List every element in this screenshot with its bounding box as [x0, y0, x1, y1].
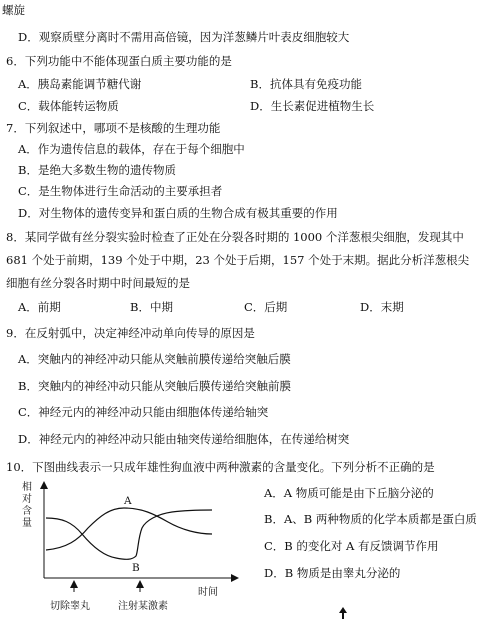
question-6-option-b: B．抗体具有免疫功能: [250, 77, 362, 91]
question-10-stem: 10．下图曲线表示一只成年雄性狗血液中两种激素的含量变化。下列分析不正确的是: [6, 460, 435, 474]
question-7-option-b: B．是绝大多数生物的遗传物质: [18, 163, 176, 177]
question-8-stem-line-1: 8．某同学做有丝分裂实验时检查了正处在分裂各时期的 1000 个洋葱根尖细胞，发现其中: [6, 230, 464, 244]
question-10-option-a: A．A 物质可能是由下丘脑分泌的: [264, 486, 434, 500]
question-10-option-c: C．B 的变化对 A 有反馈调节作用: [264, 539, 439, 553]
curve-a-label: A: [124, 495, 132, 507]
question-8-stem-line-2: 681 个处于前期，139 个处于中期，23 个处于后期，157 个处于末期。据此分析洋葱根尖: [6, 253, 470, 267]
question-6-option-c: C．载体能转运物质: [18, 99, 119, 113]
y-axis-label-char-2: 对: [22, 494, 32, 505]
previous-question-option-d: D．观察质壁分离时不需用高倍镜，因为洋葱鳞片叶表皮细胞较大: [18, 30, 350, 44]
y-axis-label-char-4: 量: [22, 518, 32, 529]
question-6-option-d: D．生长素促进植物生长: [250, 99, 375, 113]
question-7-option-c: C．是生物体进行生命活动的主要承担者: [18, 184, 223, 198]
y-axis-label-char-1: 相: [22, 482, 32, 493]
question-8-option-d: D．末期: [360, 300, 404, 314]
top-fragment: 螺旋: [2, 3, 25, 17]
question-10-option-b: B．A、B 两种物质的化学本质都是蛋白质: [264, 512, 477, 526]
hormone-curve-figure: [12, 478, 252, 616]
question-9-option-b: B．突触内的神经冲动只能从突触后膜传递给突触前膜: [18, 379, 291, 393]
question-8-option-a: A．前期: [18, 300, 61, 314]
event-1-label: 切除睾丸: [50, 601, 90, 612]
question-6-stem: 6．下列功能中不能体现蛋白质主要功能的是: [6, 54, 232, 68]
x-axis-label: 时间: [198, 587, 218, 598]
question-7-stem: 7．下列叙述中，哪项不是核酸的生理功能: [6, 121, 221, 135]
question-8-option-b: B．中期: [130, 300, 173, 314]
question-9-option-a: A．突触内的神经冲动只能从突触前膜传递给突触后膜: [18, 352, 291, 366]
question-7-option-d: D．对生物体的遗传变异和蛋白质的生物合成有极其重要的作用: [18, 206, 338, 220]
y-axis-label-char-3: 含: [22, 506, 32, 517]
event-2-label: 注射某激素: [118, 601, 168, 612]
curve-b: [46, 510, 212, 559]
question-9-option-c: C．神经元内的神经冲动只能由细胞体传递给轴突: [18, 405, 269, 419]
question-9-option-d: D．神经元内的神经冲动只能由轴突传递给细胞体，在传递给树突: [18, 432, 350, 446]
question-6-option-a: A．胰岛素能调节糖代谢: [18, 77, 142, 91]
question-7-option-a: A．作为遗传信息的载体，存在于每个细胞中: [18, 142, 245, 156]
question-8-option-c: C．后期: [244, 300, 288, 314]
question-8-stem-line-3: 细胞有丝分裂各时期中时间最短的是: [6, 276, 190, 290]
question-10-option-d: D．B 物质是由睾丸分泌的: [264, 566, 401, 580]
page-marker-arrow-icon: [338, 607, 348, 619]
curve-a: [46, 508, 212, 550]
curve-b-label: B: [132, 562, 140, 574]
question-9-stem: 9．在反射弧中，决定神经冲动单向传导的原因是: [6, 326, 255, 340]
